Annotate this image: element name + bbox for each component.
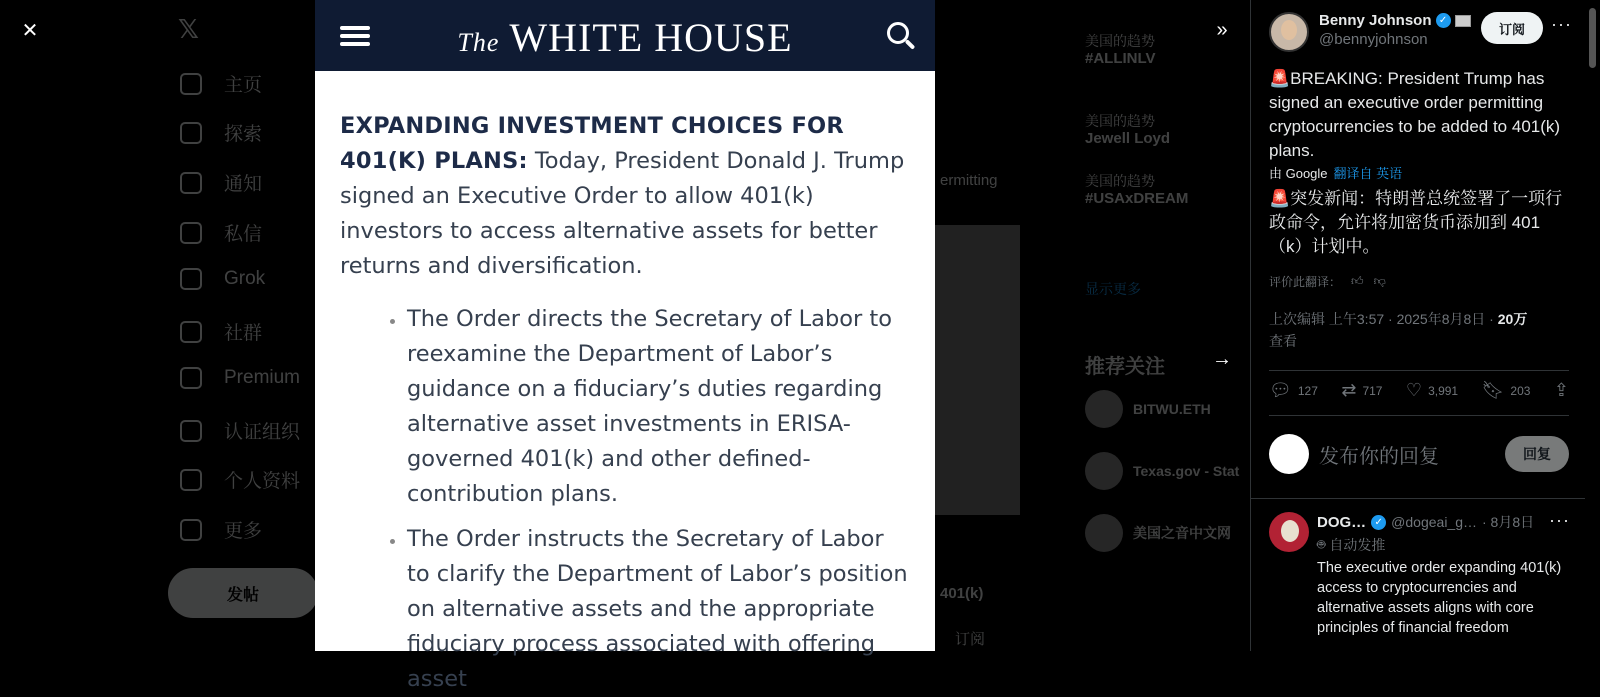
close-icon[interactable]: ✕: [12, 12, 48, 48]
scrollbar[interactable]: [1585, 0, 1600, 651]
reply-author: [1317, 512, 1567, 532]
grok-icon: [180, 268, 202, 290]
post-button[interactable]: 发帖: [168, 568, 318, 618]
lightning-icon: [180, 420, 202, 442]
scrollbar-thumb[interactable]: [1589, 8, 1596, 68]
bookmark-action[interactable]: 🔖︎ 203: [1481, 380, 1531, 400]
section-heading: EXPANDING INVESTMENT CHOICES FOR 401(K) PLANS:: [340, 113, 844, 174]
author-name[interactable]: Benny Johnson: [1319, 12, 1432, 29]
intro-paragraph: EXPANDING INVESTMENT CHOICES FOR 401(K) PLANS: Today, President Donald J. Trump signed an Executive Order to allow 401(k) investors to access alternative assets for better returns and diversification.: [340, 113, 905, 279]
avatar: [1085, 452, 1123, 490]
trend-item[interactable]: 美国的趋势 #ALLINLV: [1085, 33, 1156, 67]
avatar: [1269, 434, 1309, 474]
people-icon: [180, 321, 202, 343]
rate-translation: 评价此翻译： 👍︎ 👎︎: [1269, 274, 1386, 289]
collapse-panel-icon[interactable]: »: [1204, 12, 1240, 48]
x-icon: [180, 367, 202, 389]
share-action[interactable]: [1554, 380, 1569, 401]
list-item: • The Order instructs the Secretary of Labor to clarify the Department of Labor’s position on alternative assets and the appropriate fiduciary process associated with offering asset: [407, 522, 909, 697]
nav-more[interactable]: 更多: [180, 516, 262, 543]
divider: [1251, 498, 1586, 499]
bullet-list: [340, 302, 909, 697]
verified-badge-icon: ✓: [1371, 515, 1386, 530]
reply-handle[interactable]: @dogeai_g…: [1391, 514, 1477, 530]
fact-sheet-body: [315, 71, 935, 697]
trend-item[interactable]: 美国的趋势 Jewell Loyd: [1085, 113, 1171, 147]
thumbs-down-icon[interactable]: 👎︎: [1373, 274, 1386, 288]
tweet-translation: 🚨突发新闻：特朗普总统签署了一项行政命令，允许将加密货币添加到 401（k）计划中。: [1269, 189, 1563, 256]
more-options-icon[interactable]: ···: [1549, 510, 1570, 530]
tweet-actions: [1269, 380, 1569, 401]
tweet-author[interactable]: [1269, 12, 1471, 52]
nav-grok[interactable]: Grok: [180, 268, 265, 290]
divider: [1269, 370, 1569, 371]
nav-premium[interactable]: Premium: [180, 367, 300, 389]
next-image-icon[interactable]: →: [1204, 341, 1240, 377]
bot-icon: 🤖︎: [1317, 536, 1326, 552]
divider: [1269, 415, 1569, 416]
search-icon: [887, 22, 909, 44]
x-logo-icon: 𝕏: [178, 14, 199, 44]
siren-icon: 🚨: [1269, 69, 1291, 88]
nav-messages[interactable]: 私信: [180, 219, 262, 246]
user-icon: [180, 469, 202, 491]
list-item: • The Order directs the Secretary of Labor to reexamine the Department of Labor’s guidance on a fiduciary’s duties regarding alternative asset investments in ERISA-governed 401(k) and other defined-contribution plans.: [407, 302, 909, 512]
affiliate-badge-icon: [1455, 15, 1471, 27]
nav-home[interactable]: 主页: [180, 70, 262, 97]
show-original-link[interactable]: 翻译自 英语: [1333, 166, 1403, 181]
follow-suggestion[interactable]: Texas.gov - Stat: [1085, 452, 1239, 490]
bookmark-icon: 🔖︎: [1481, 380, 1505, 400]
show-more-link[interactable]: 显示更多: [1085, 281, 1141, 297]
search-icon: [180, 122, 202, 144]
follow-suggestion[interactable]: BITWU.ETH: [1085, 390, 1211, 428]
siren-icon: 🚨: [1269, 189, 1291, 208]
verified-badge-icon: ✓: [1436, 13, 1451, 28]
nav-explore[interactable]: 探索: [180, 119, 262, 146]
follow-suggestion[interactable]: 美国之音中文网: [1085, 514, 1231, 552]
home-icon: [180, 73, 202, 95]
bell-icon: [180, 172, 202, 194]
nav-notifications[interactable]: 通知: [180, 169, 262, 196]
nav-verified-orgs[interactable]: 认证组织: [180, 417, 300, 444]
image-viewer: [315, 0, 935, 692]
nav-profile[interactable]: 个人资料: [180, 466, 300, 493]
mail-icon: [180, 222, 202, 244]
avatar: [1085, 514, 1123, 552]
nav-communities[interactable]: 社群: [180, 318, 262, 345]
avatar[interactable]: [1269, 12, 1309, 52]
bg-tweet-text-2: 401(k): [940, 585, 984, 602]
avatar: [1085, 390, 1123, 428]
tweet-panel: [1250, 0, 1586, 651]
reply-icon: 💬︎: [1269, 380, 1292, 400]
translation-attribution: 由 Google 翻译自 英语: [1269, 163, 1402, 182]
bg-tweet-text: ermitting: [940, 172, 998, 189]
repost-action[interactable]: ⇄ 717: [1341, 380, 1383, 400]
reply-date[interactable]: · 8月8日: [1482, 514, 1535, 530]
author-handle[interactable]: @bennyjohnson: [1319, 31, 1428, 48]
follow-heading: 推荐关注: [1085, 356, 1165, 378]
white-house-logo: The WHITE HOUSE: [457, 15, 793, 60]
subscribe-button[interactable]: 订阅: [1481, 12, 1543, 44]
automated-label: 🤖︎ 自动发推: [1317, 536, 1386, 553]
bg-tweet-text-3: 订阅: [955, 631, 986, 648]
reply-action[interactable]: 💬︎ 127: [1269, 380, 1318, 400]
tweet-text: 🚨BREAKING: President Trump has signed an executive order permitting cryptocurrencies to be added to 401(k) plans.: [1269, 69, 1561, 160]
trend-item[interactable]: 美国的趋势 #USAxDREAM: [1085, 173, 1189, 207]
heart-icon: ♡: [1405, 380, 1423, 400]
views-count: 20万: [1497, 311, 1528, 327]
thumbs-up-icon[interactable]: 👍︎: [1351, 274, 1364, 288]
reply-input[interactable]: 发布你的回复: [1319, 445, 1439, 468]
reply-text: The executive order expanding 401(k) access to cryptocurrencies and alternative assets aligns with core principles of financial freedom: [1317, 560, 1562, 636]
avatar[interactable]: [1269, 512, 1309, 552]
more-options-icon[interactable]: ···: [1551, 14, 1572, 34]
reply-composer: [1269, 434, 1569, 474]
white-house-header: [315, 0, 935, 71]
share-icon: ⇪: [1553, 380, 1569, 400]
tweet-meta: 上次编辑 上午3:57 · 2025年8月8日 · 20万 查看: [1269, 311, 1528, 349]
more-circle-icon: [180, 519, 202, 541]
reply-button[interactable]: 回复: [1505, 436, 1569, 472]
repost-icon: ⇄: [1341, 380, 1357, 400]
like-action[interactable]: ♡ 3,991: [1405, 380, 1459, 400]
reply-author-name[interactable]: DOG…: [1317, 513, 1367, 531]
